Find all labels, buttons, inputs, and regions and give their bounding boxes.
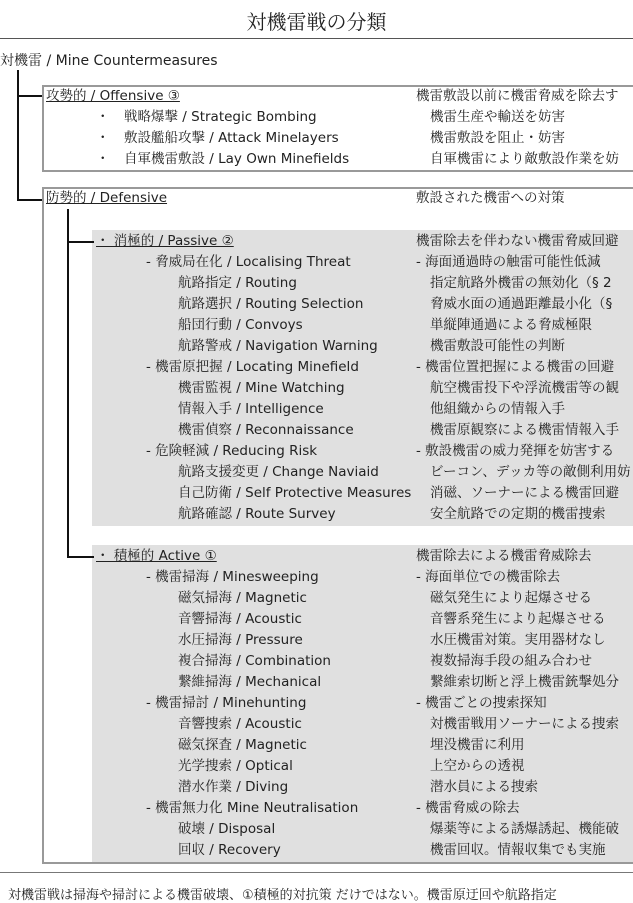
- category-label: 音響掃海 / Acoustic: [178, 611, 302, 627]
- category-label: 磁気掃海 / Magnetic: [178, 590, 307, 606]
- category-label: - 機雷掃海 / Minesweeping: [146, 569, 319, 585]
- passive-row: [0, 315, 633, 336]
- passive-row: [0, 252, 633, 273]
- category-label: 複合掃海 / Combination: [178, 653, 331, 669]
- category-description: 繋維索切断と浮上機雷銃撃処分: [430, 674, 619, 690]
- active-row: [0, 819, 633, 840]
- active-row: [0, 546, 633, 567]
- category-description: 機雷敷設可能性の判断: [430, 338, 565, 354]
- category-description: - 機雷脅威の除去: [416, 800, 520, 816]
- category-label: 防勢的 / Defensive: [46, 190, 168, 206]
- category-label: 繋維掃海 / Mechanical: [178, 674, 322, 690]
- active-row: [0, 588, 633, 609]
- category-label: 攻勢的 / Offensive ③: [46, 88, 180, 104]
- category-description: 複数掃海手段の組み合わせ: [430, 653, 592, 669]
- category-description: 機雷原観察による機雷情報入手: [430, 422, 619, 438]
- passive-row: [0, 294, 633, 315]
- category-label: 自己防衛 / Self Protective Measures: [178, 485, 412, 501]
- category-description: 安全航路での定期的機雷捜索: [430, 506, 606, 522]
- category-description: - 海面単位での機雷除去: [416, 569, 561, 585]
- passive-row: [0, 231, 633, 252]
- bullet-dot: ・: [96, 109, 110, 125]
- category-label: 情報入手 / Intelligence: [178, 401, 324, 417]
- active-row: [0, 672, 633, 693]
- passive-row: [0, 378, 633, 399]
- offensive-row: [0, 149, 633, 170]
- category-description: 爆薬等による誘爆誘起、機能破: [430, 821, 619, 837]
- passive-row: [0, 483, 633, 504]
- offensive-row: [0, 86, 633, 107]
- active-row: [0, 735, 633, 756]
- category-label: 破壊 / Disposal: [178, 821, 276, 837]
- defensive-row: [0, 188, 633, 209]
- active-row: [0, 651, 633, 672]
- category-label: 水圧掃海 / Pressure: [178, 632, 303, 648]
- category-description: 機雷回収。情報収集でも実施: [430, 842, 606, 858]
- category-description: 自軍機雷により敵敷設作業を妨: [430, 151, 619, 167]
- category-description: - 機雷位置把握による機雷の回避: [416, 359, 615, 375]
- passive-row: [0, 420, 633, 441]
- category-description: 敷設された機雷への対策: [416, 190, 565, 206]
- category-description: - 海面通過時の触雷可能性低減: [416, 254, 601, 270]
- active-row: [0, 798, 633, 819]
- category-label: 航路支援変更 / Change Naviaid: [178, 464, 379, 480]
- category-description: 上空からの透視: [430, 758, 525, 774]
- category-label: - 危険軽減 / Reducing Risk: [146, 443, 318, 459]
- active-row: [0, 567, 633, 588]
- category-label: 航路確認 / Route Survey: [178, 506, 336, 522]
- category-description: 埋没機雷に利用: [430, 737, 525, 753]
- passive-row: [0, 357, 633, 378]
- category-description: 他組織からの情報入手: [430, 401, 565, 417]
- category-description: - 機雷ごとの捜索探知: [416, 695, 547, 711]
- active-row: [0, 630, 633, 651]
- category-label: - 機雷無力化 Mine Neutralisation: [146, 800, 359, 816]
- passive-row: [0, 462, 633, 483]
- category-label: 機雷偵察 / Reconnaissance: [178, 422, 354, 438]
- category-label: ・ 消極的 / Passive ②: [96, 233, 234, 249]
- category-label: 船団行動 / Convoys: [178, 317, 303, 333]
- category-description: 指定航路外機雷の無効化（§ 2: [430, 275, 612, 291]
- page-title: 対機雷戦の分類: [246, 10, 387, 34]
- active-row: [0, 756, 633, 777]
- category-description: 機雷除去を伴わない機雷脅威回避: [416, 233, 619, 249]
- passive-row: [0, 399, 633, 420]
- offensive-row: [0, 128, 633, 149]
- category-label: 自軍機雷敷設 / Lay Own Minefields: [124, 151, 350, 167]
- offensive-row: [0, 107, 633, 128]
- category-label: ・ 積極的 Active ①: [96, 548, 217, 564]
- footnote: 対機雷戦は掃海や掃討による機雷破壊、①積極的対抗策 だけではない。機雷原迂回や航路指定: [8, 888, 557, 903]
- bullet-dot: ・: [96, 130, 110, 146]
- category-description: 水圧機雷対策。実用器材なし: [430, 632, 606, 648]
- root-node: 対機雷 / Mine Countermeasures: [0, 53, 218, 69]
- category-description: 消磁、ソーナーによる機雷回避: [430, 485, 619, 501]
- passive-row: [0, 441, 633, 462]
- active-row: [0, 840, 633, 861]
- active-row: [0, 714, 633, 735]
- category-description: ビーコン、デッカ等の敵側利用妨: [430, 464, 631, 480]
- active-row: [0, 777, 633, 798]
- category-description: 機雷生産や輸送を妨害: [430, 109, 565, 125]
- active-row: [0, 609, 633, 630]
- category-label: 潜水作業 / Diving: [178, 779, 289, 795]
- category-description: 機雷除去による機雷脅威除去: [416, 548, 592, 564]
- category-description: 脅威水面の通過距離最小化（§: [430, 296, 613, 312]
- footnote-divider: [0, 872, 633, 873]
- bullet-dot: ・: [96, 151, 110, 167]
- category-description: 対機雷戦用ソーナーによる捜索: [430, 716, 619, 732]
- category-label: 航路指定 / Routing: [178, 275, 297, 291]
- active-row: [0, 693, 633, 714]
- passive-row: [0, 273, 633, 294]
- category-description: 潜水員による捜索: [430, 779, 538, 795]
- category-label: - 機雷掃討 / Minehunting: [146, 695, 307, 711]
- category-description: 航空機雷投下や浮流機雷等の観: [430, 380, 619, 396]
- category-description: 磁気発生により起爆させる: [430, 590, 592, 606]
- category-description: 機雷敷設以前に機雷脅威を除去す: [416, 88, 619, 104]
- category-description: - 敷設機雷の威力発揮を妨害する: [416, 443, 615, 459]
- category-label: 音響捜索 / Acoustic: [178, 716, 302, 732]
- category-label: 戦略爆撃 / Strategic Bombing: [124, 109, 317, 125]
- category-label: 航路警戒 / Navigation Warning: [178, 338, 378, 354]
- category-label: - 機雷原把握 / Locating Minefield: [146, 359, 359, 375]
- category-label: 航路選択 / Routing Selection: [178, 296, 364, 312]
- category-label: 光学捜索 / Optical: [178, 758, 293, 774]
- category-description: 音響系発生により起爆させる: [430, 611, 606, 627]
- category-label: 回収 / Recovery: [178, 842, 281, 858]
- category-description: 単縦陣通過による脅威極限: [430, 317, 592, 333]
- passive-row: [0, 504, 633, 525]
- title-divider: [0, 38, 633, 39]
- category-label: 磁気探査 / Magnetic: [178, 737, 307, 753]
- category-label: 機雷監視 / Mine Watching: [178, 380, 345, 396]
- category-label: 敷設艦船攻撃 / Attack Minelayers: [124, 130, 339, 146]
- category-description: 機雷敷設を阻止・妨害: [430, 130, 565, 146]
- passive-row: [0, 336, 633, 357]
- category-label: - 脅威局在化 / Localising Threat: [146, 254, 351, 270]
